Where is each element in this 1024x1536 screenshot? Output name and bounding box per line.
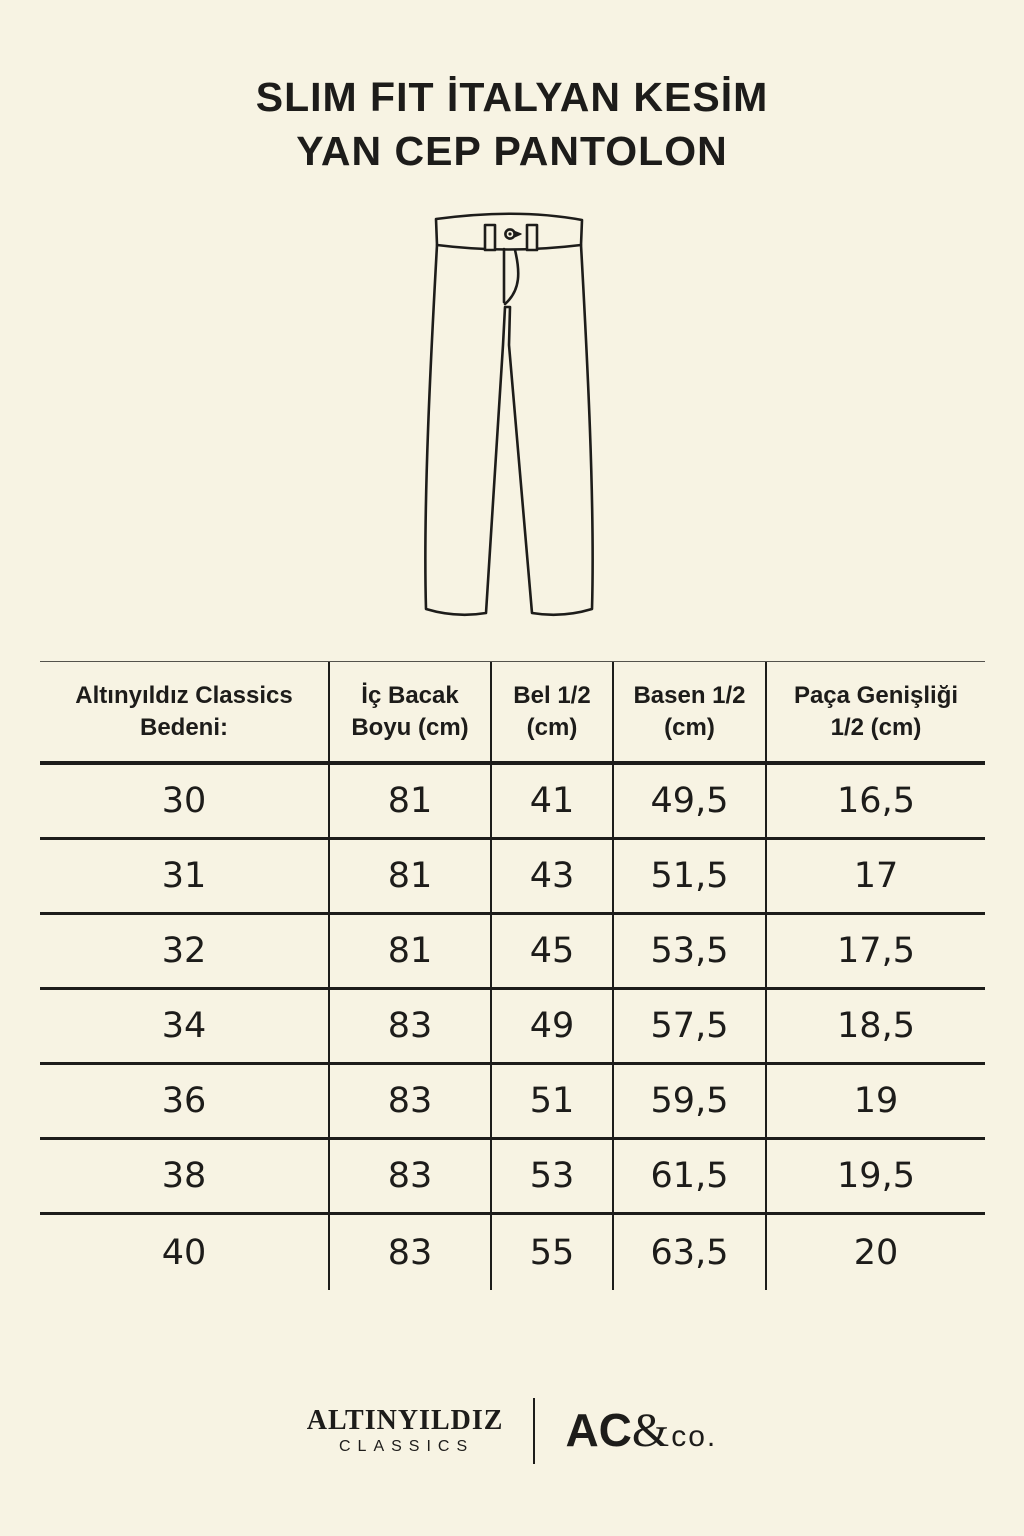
pants-fly-curve [505, 250, 518, 304]
table-cell: 57,5 [614, 990, 767, 1062]
altinyildiz-logo [307, 1407, 504, 1455]
table-cell: 45 [492, 915, 614, 987]
table-cell: 36 [40, 1065, 330, 1137]
size-table-body [40, 765, 985, 1290]
table-cell: 32 [40, 915, 330, 987]
table-row [40, 915, 985, 990]
pants-line-drawing-icon [408, 203, 612, 641]
page-title-line2: YAN CEP PANTOLON [296, 128, 728, 174]
table-cell: 49 [492, 990, 614, 1062]
altinyildiz-wordmark: ALTINYILDIZ [306, 1405, 504, 1436]
table-cell: 53,5 [614, 915, 767, 987]
table-cell: 41 [492, 765, 614, 837]
table-cell: 38 [40, 1140, 330, 1212]
table-cell: 59,5 [614, 1065, 767, 1137]
table-cell: 19 [853, 1081, 899, 1121]
table-row [40, 1215, 985, 1290]
table-row [40, 990, 985, 1065]
table-cell: 43 [492, 840, 614, 912]
table-cell: 18,5 [837, 1006, 915, 1046]
ac-co-logo [565, 1404, 718, 1457]
column-header-2: Bel 1/2 (cm) [492, 662, 614, 761]
table-cell: 55 [492, 1215, 614, 1290]
size-table-header-row [40, 662, 985, 765]
table-cell: 19,5 [837, 1156, 915, 1196]
logo-divider [533, 1398, 535, 1464]
table-cell: 31 [40, 840, 330, 912]
table-cell: 83 [330, 990, 492, 1062]
table-cell: 51 [492, 1065, 614, 1137]
table-row [40, 1140, 985, 1215]
column-header-3: Basen 1/2 (cm) [614, 662, 767, 761]
pants-belt-loop-right [527, 225, 537, 250]
table-cell: 81 [330, 840, 492, 912]
column-header-4: Paça Genişliği 1/2 (cm) [793, 681, 959, 741]
table-cell: 51,5 [614, 840, 767, 912]
table-cell: 83 [330, 1215, 492, 1290]
table-cell: 63,5 [614, 1215, 767, 1290]
ac-wordmark: AC [565, 1404, 632, 1456]
table-cell: 49,5 [614, 765, 767, 837]
classics-wordmark: CLASSICS [339, 1438, 475, 1455]
table-cell: 16,5 [837, 781, 915, 821]
table-row [40, 840, 985, 915]
table-cell: 81 [330, 765, 492, 837]
column-header-0: Altınyıldız Classics Bedeni: [40, 662, 330, 761]
ampersand-glyph: & [631, 1404, 670, 1457]
table-cell: 34 [40, 990, 330, 1062]
table-cell: 81 [330, 915, 492, 987]
footer-brand-area [0, 1398, 1024, 1464]
table-cell: 61,5 [614, 1140, 767, 1212]
table-cell: 40 [40, 1215, 330, 1290]
table-cell: 30 [40, 765, 330, 837]
column-header-1: İç Bacak Boyu (cm) [330, 662, 492, 761]
table-cell: 17,5 [837, 931, 915, 971]
co-wordmark: co. [671, 1420, 718, 1453]
size-table [40, 661, 985, 1290]
table-cell: 53 [492, 1140, 614, 1212]
table-row [40, 1065, 985, 1140]
page-title [0, 70, 1024, 178]
page-title-line1: SLIM FIT İTALYAN KESİM [255, 74, 769, 120]
table-cell: 83 [330, 1140, 492, 1212]
table-cell: 20 [853, 1232, 899, 1273]
table-cell: 17 [853, 856, 899, 896]
table-row [40, 765, 985, 840]
table-cell: 83 [330, 1065, 492, 1137]
pants-belt-loop-left [485, 225, 495, 250]
